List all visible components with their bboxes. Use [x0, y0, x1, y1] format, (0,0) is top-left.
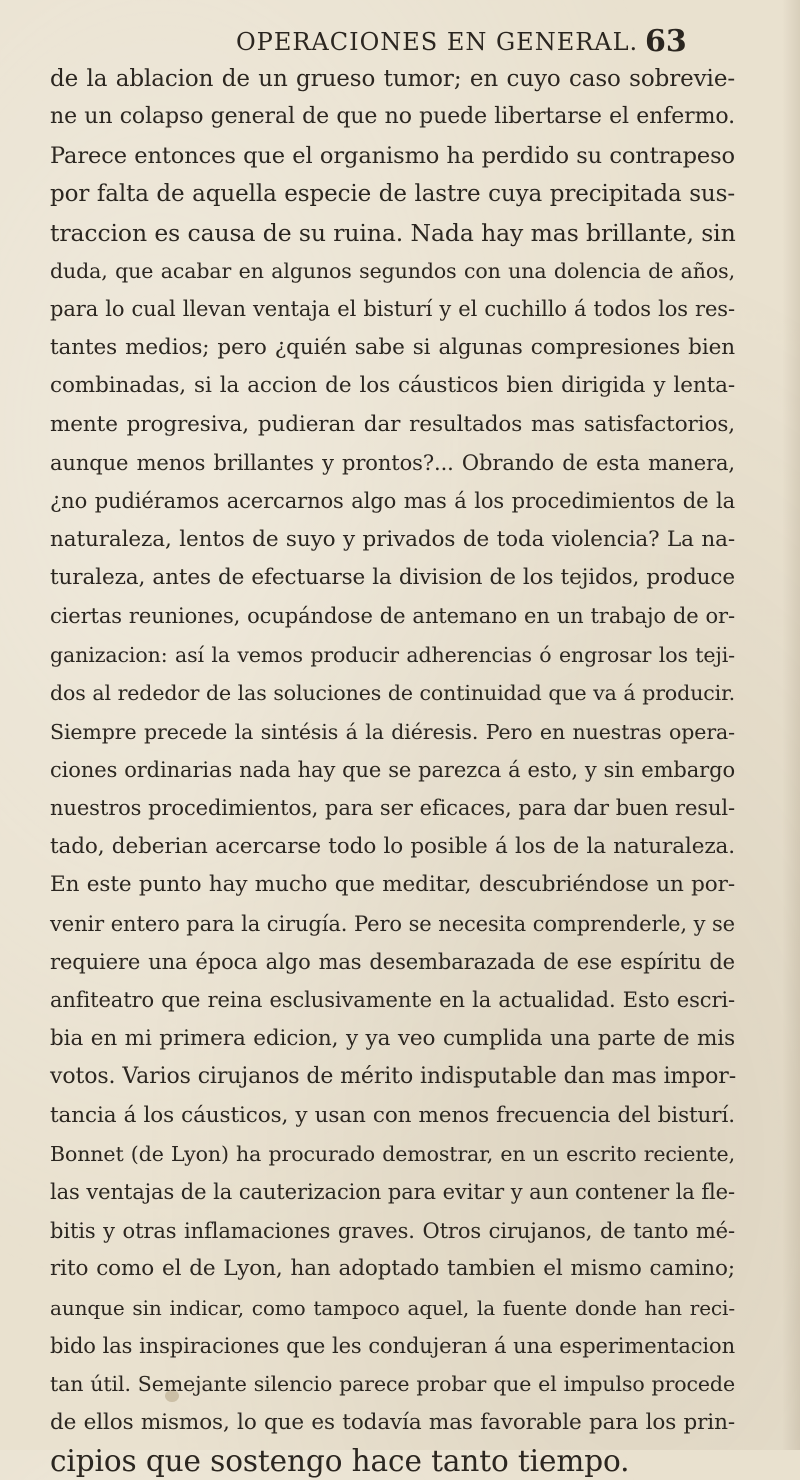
text-line: por falta de aquella especie de lastre cuya precipitada sus-: [50, 181, 735, 208]
page-number: 63: [645, 24, 687, 59]
text-line: ganizacion: así la vemos producir adherencias ó engrosar los teji-: [50, 642, 735, 667]
text-line: ciertas reuniones, ocupándose de antemano en un trabajo de or-: [50, 604, 735, 629]
text-line: naturaleza, lentos de suyo y privados de toda violencia? La na-: [50, 526, 735, 552]
text-line: ciones ordinarias nada hay que se parezca á esto, y sin embargo: [50, 758, 735, 783]
text-line-last: cipios que sostengo hace tanto tiempo.: [50, 1444, 630, 1479]
text-line: de ellos mismos, lo que es todavía mas favorable para los prin-: [50, 1409, 735, 1435]
text-line: aunque sin indicar, como tampoco aquel, la fuente donde han reci-: [50, 1295, 735, 1320]
text-line: tancia á los cáusticos, y usan con menos frecuencia del bisturí.: [50, 1102, 735, 1128]
text-line: venir entero para la cirugía. Pero se necesita comprenderle, y se: [50, 911, 735, 936]
text-line: tan útil. Semejante silencio parece probar que el impulso procede: [50, 1372, 735, 1397]
text-line: rito como el de Lyon, han adoptado tambien el mismo camino;: [50, 1256, 735, 1282]
text-line: bido las inspiraciones que les condujeran á una esperimentacion: [50, 1333, 735, 1358]
text-line: de la ablacion de un grueso tumor; en cuyo caso sobrevie-: [50, 66, 735, 92]
text-line: dos al rededor de las soluciones de continuidad que va á producir.: [50, 681, 735, 706]
text-line: tado, deberian acercarse todo lo posible á los de la naturaleza.: [50, 833, 735, 859]
text-line: votos. Varios cirujanos de mérito indisputable dan mas impor-: [50, 1064, 737, 1090]
text-line: Bonnet (de Lyon) ha procurado demostrar, en un escrito reciente,: [50, 1141, 735, 1166]
text-line: aunque menos brillantes y prontos?... Obrando de esta manera,: [50, 450, 735, 475]
text-line: Parece entonces que el organismo ha perdido su contrapeso: [50, 142, 735, 169]
page-edge-shadow: [782, 0, 800, 1450]
text-line: las ventajas de la cauterizacion para evitar y aun contener la fle-: [50, 1180, 735, 1205]
text-line: Siempre precede la sintésis á la diéresis. Pero en nuestras opera-: [50, 719, 735, 744]
text-line: tantes medios; pero ¿quién sabe si algunas compresiones bien: [50, 334, 735, 360]
text-line: nuestros procedimientos, para ser eficaces, para dar buen resul-: [50, 796, 735, 821]
text-line: ne un colapso general de que no puede libertarse el enfermo.: [50, 104, 735, 130]
running-title: OPERACIONES EN GENERAL.: [236, 28, 639, 56]
text-line: anfiteatro que reina esclusivamente en la actualidad. Esto escri-: [50, 988, 735, 1013]
text-line: mente progresiva, pudieran dar resultados mas satisfactorios,: [50, 411, 735, 437]
text-line: En este punto hay mucho que meditar, descubriéndose un por-: [50, 872, 735, 898]
text-line: bitis y otras inflamaciones graves. Otros cirujanos, de tanto mé-: [50, 1218, 735, 1243]
text-line: para lo cual llevan ventaja el bisturí y el cuchillo á todos los res-: [50, 297, 735, 322]
running-head: [60, 22, 750, 62]
text-line: ¿no pudiéramos acercarnos algo mas á los procedimientos de la: [50, 489, 735, 514]
text-line: traccion es causa de su ruina. Nada hay mas brillante, sin: [50, 218, 736, 247]
text-line: requiere una época algo mas desembarazada de ese espíritu de: [50, 949, 735, 974]
text-line: turaleza, antes de efectuarse la division de los tejidos, produce: [50, 565, 735, 591]
ink-smudge: [165, 1390, 179, 1402]
text-line: combinadas, si la accion de los cáusticos bien dirigida y lenta-: [50, 373, 735, 399]
text-line: bia en mi primera edicion, y ya veo cumplida una parte de mis: [50, 1025, 735, 1051]
body-text: [50, 60, 735, 1480]
text-line: duda, que acabar en algunos segundos con una dolencia de años,: [50, 258, 735, 283]
